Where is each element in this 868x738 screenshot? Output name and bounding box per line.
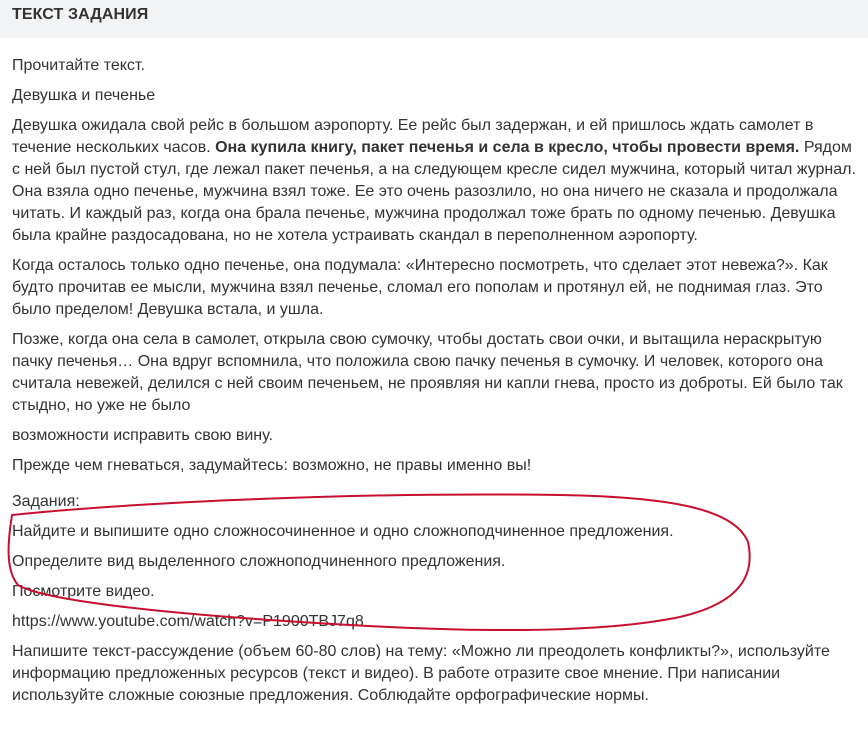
story-paragraph-1 — [12, 115, 858, 247]
task-content — [12, 55, 858, 715]
story-paragraph-3: Позже, когда она села в самолет, открыла свою сумочку, чтобы достать свои очки, и вытащила нераскрытую пачку печенья… Она вдруг вспомнила, что положила свою пачку печенья в сумочку. И человек, которого она считала невежей, делился с ней своим печеньем, не проявляя ни капли гнева, просто из доброты. Ей было так стыдно, но уже не было — [12, 331, 843, 414]
highlighted-sentence: Она купила книгу, пакет печенья и села в кресло, чтобы провести время. — [215, 139, 800, 156]
read-instruction: Прочитайте текст. — [12, 57, 145, 74]
story-paragraph-2: Когда осталось только одно печенье, она подумала: «Интересно посмотреть, что сделает этот невежа?». Как будто прочитав ее мысли, мужчина взял печенье, сломал его пополам и протянул ей, не поднимая глаз. Это было пределом! Девушка встала, и ушла. — [12, 257, 828, 318]
video-instruction: Посмотрите видео. — [12, 583, 155, 600]
task-header-title: ТЕКСТ ЗАДАНИЯ — [12, 6, 149, 23]
story-moral: Прежде чем гневаться, задумайтесь: возможно, не правы именно вы! — [12, 457, 532, 474]
task-header — [0, 0, 868, 38]
story-paragraph-4: возможности исправить свою вину. — [12, 427, 273, 444]
video-link-paragraph — [12, 611, 858, 633]
task-2: Определите вид выделенного сложноподчиненного предложения. — [12, 553, 506, 570]
video-link[interactable]: https://www.youtube.com/watch?v=P1900TBJ7q8 — [12, 613, 364, 630]
story-paragraph-1-start: Девушка ожидала свой рейс в большом аэропорту. Ее рейс был задержан, и ей пришлось ждать самолет в течение нескольких часов. — [12, 117, 814, 156]
story-title: Девушка и печенье — [12, 87, 156, 104]
task-1: Найдите и выпишите одно сложносочиненное и одно сложноподчиненное предложения. — [12, 523, 674, 540]
story-paragraph-1-end: Рядом с ней был пустой стул, где лежал пакет печенья, а на следующем кресле сидел мужчина, который читал журнал. Она взяла одно печенье, мужчина взял тоже. Ее это очень разозлило, но она ничего не сказала и продолжала читать. И каждый раз, когда она брала печенье, мужчина продолжал тоже брать по одному печенью. Девушка была крайне раздосадована, но не хотела устраивать скандал в переполненном аэропорту. — [12, 139, 856, 244]
final-task: Напишите текст-рассуждение (объем 60-80 слов) на тему: «Можно ли преодолеть конфликты?», используйте информацию предложенных ресурсов (текст и видео). В работе отразите свое мнение. При написании используйте сложные союзные предложения. Соблюдайте орфографические нормы. — [12, 643, 830, 704]
tasks-label: Задания: — [12, 493, 80, 510]
